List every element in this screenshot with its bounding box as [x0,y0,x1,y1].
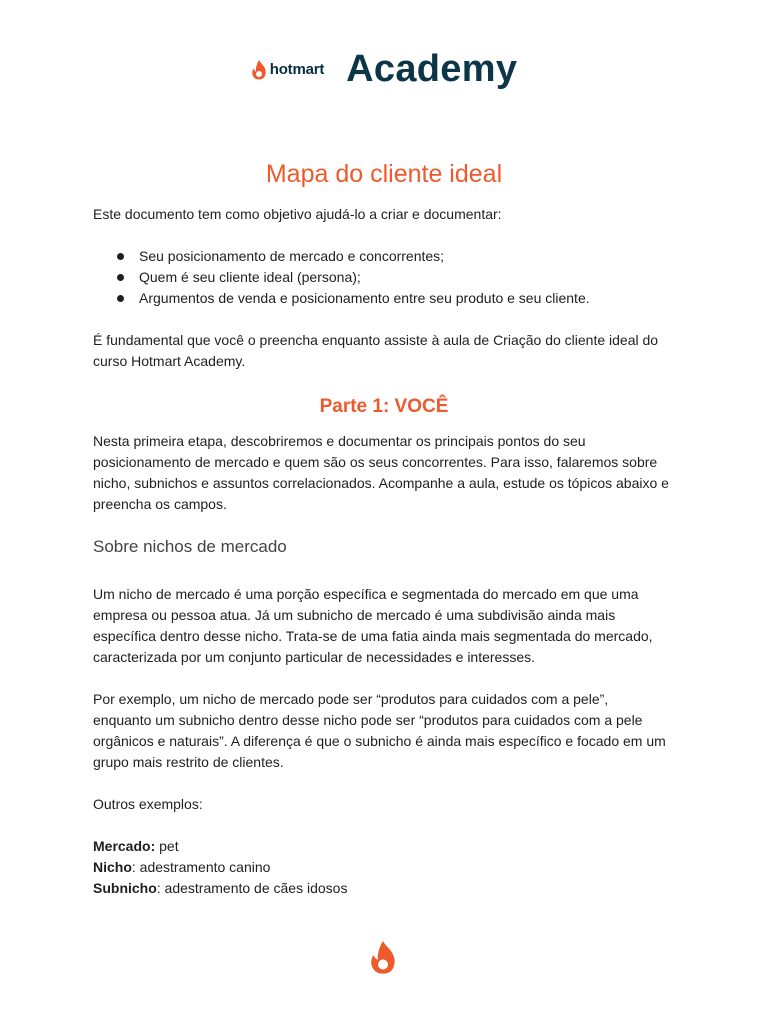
hotmart-logo [251,59,324,81]
brand-name: hotmart [269,61,325,78]
example-nicho [93,857,347,878]
example-label: Nicho [93,859,132,875]
hotmart-flame-icon [369,940,397,976]
list-item [93,267,683,288]
part1-heading: Parte 1: VOCÊ [319,396,449,417]
part1-text: Nesta primeira etapa, descobriremos e documentar os principais pontos do seu posicionamento de mercado e quem são os seus concorrentes. Para isso, falaremos sobre nicho, subnichos e assuntos correlacionados. Acompanhe a aula, estude os tópicos abaixo e preencha os campos. [93,433,669,512]
example-label: Mercado: [93,838,156,854]
hotmart-flame-icon [251,59,267,81]
example-subnicho [93,878,347,899]
list-item [93,288,683,309]
product-name: Academy [346,48,518,90]
bullet-icon [117,274,124,281]
nichos-paragraph-1: Um nicho de mercado é uma porção específica e segmentada do mercado em que uma empresa ou pessoa atua. Já um subnicho de mercado é uma subdivisão ainda mais específica dentro desse nicho. Trata-se de uma fatia ainda mais segmentada do mercado, caracterizada por um conjunto particular de necessidades e interesses. [93,586,653,665]
bullet-icon [117,295,124,302]
intro-text: Este documento tem como objetivo ajudá-lo a criar e documentar: [93,206,502,222]
example-label: Subnicho [93,880,157,896]
document-header [0,48,768,91]
example-value: : adestramento de cães idosos [156,880,348,896]
bullet-icon [117,253,124,260]
goals-list [93,246,683,309]
list-item [93,246,683,267]
nichos-heading: Sobre nichos de mercado [93,537,287,556]
list-item-text: Quem é seu cliente ideal (persona); [139,269,361,285]
list-item-text: Seu posicionamento de mercado e concorrentes; [139,248,445,264]
outros-exemplos-text: Outros exemplos: [93,796,203,812]
example-mercado [93,836,347,857]
document-title: Mapa do cliente ideal [265,160,503,188]
fundamental-text: É fundamental que você o preencha enquanto assiste à aula de Criação do cliente ideal do curso Hotmart Academy. [93,332,659,369]
nichos-paragraph-2: Por exemplo, um nicho de mercado pode ser “produtos para cuidados com a pele”, enquanto um subnicho dentro desse nicho pode ser “produtos para cuidados com a pele orgânicos e naturais”. A diferença é que o subnicho é ainda mais específico e focado em um grupo mais restrito de clientes. [93,691,666,770]
list-item-text: Argumentos de venda e posicionamento entre seu produto e seu cliente. [139,290,590,306]
examples-list [93,836,347,899]
example-value: pet [155,838,179,854]
example-value: : adestramento canino [131,859,271,875]
